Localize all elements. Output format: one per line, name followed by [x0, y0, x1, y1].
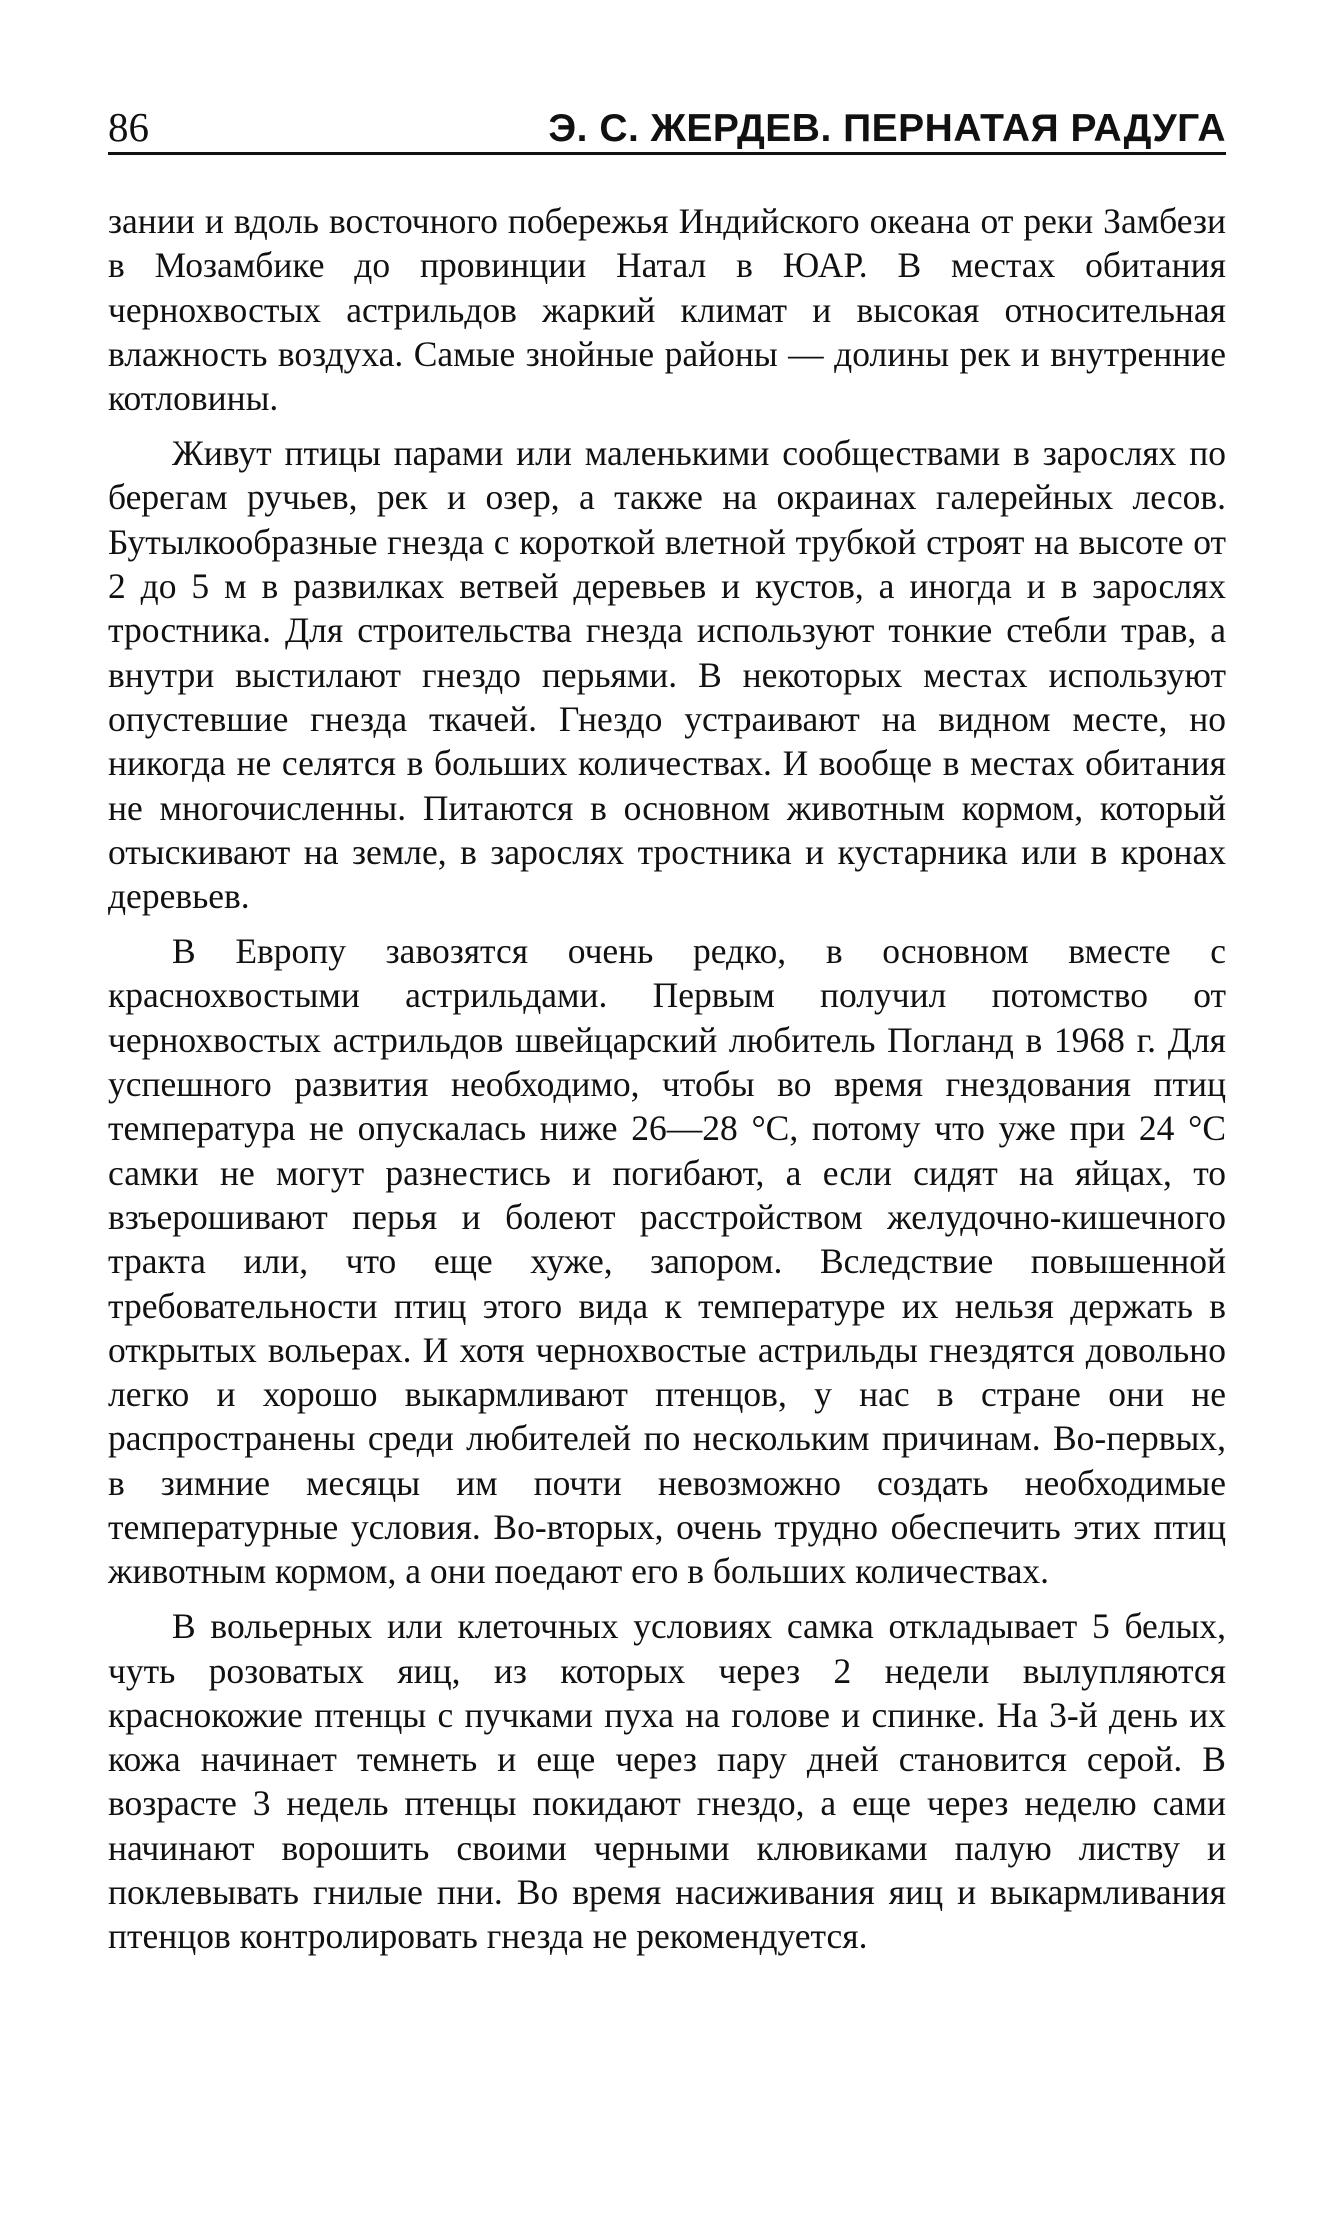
paragraph-breeding: В вольерных или клеточных условиях самка откладывает 5 белых, чуть розоватых яиц, из которых через 2 недели вылупляются краснокожие птенцы с пучками пуха на голове и спинке. На 3-й день их кожа начинает темнеть и еще через пару дней становится серой. В возрасте 3 недель птенцы покидают гнездо, а еще через неделю сами начинают ворошить своими черными клювиками палую листву и поклевывать гнилые пни. Во время насиживания яиц и выкармливания птенцов контролировать гнезда не рекомендуется.: [108, 1606, 1226, 1957]
paragraph-captivity: В Европу завозятся очень редко, в основном вместе с краснохвостыми астрильдами. Первым получил потомство от чернохвостых астрильдов швейцарский любитель Погланд в 1968 г. Для успешного развития необходимо, чтобы во время гнездования птиц температура не опускалась ниже 26—28 °С, потому что уже при 24 °С самки не могут разнестись и погибают, а если сидят на яйцах, то взъерошивают перья и болеют расстройством желудочно-кишечного тракта или, что еще хуже, запором. Вследствие повышенной требовательности птиц этого вида к температуре их нельзя держать в открытых вольерах. И хотя чернохвостые астрильды гнездятся довольно легко и хорошо выкармливают птенцов, у нас в стране они не распространены среди любителей по нескольким причинам. Во-первых, в зимние месяцы им почти невозможно создать необходимые температурные условия. Во-вторых, очень трудно обеспечить этих птиц животным кормом, а они поедают его в больших количествах.: [108, 931, 1226, 1592]
page-header: [108, 92, 1226, 155]
page-number: 86: [108, 104, 149, 150]
body-text: [108, 199, 1226, 1959]
paragraph-continuation: зании и вдоль восточного побережья Индийского океана от реки Замбези в Мозамбике до провинции Натал в ЮАР. В местах обитания чернохвостых астрильдов жаркий климат и высокая относительная влажность воздуха. Самые знойные районы — долины рек и внутренние котловины.: [108, 201, 1226, 419]
book-page: [108, 92, 1226, 1969]
running-title: Э. С. ЖЕРДЕВ. ПЕРНАТАЯ РАДУГА: [548, 107, 1226, 150]
paragraph-habitat: Живут птицы парами или маленькими сообществами в зарослях по берегам ручьев, рек и озер, а также на окраинах галерейных лесов. Бутылкообразные гнезда с короткой влетной трубкой строят на высоте от 2 до 5 м в развилках ветвей деревьев и кустов, а иногда и в зарослях тростника. Для строительства гнезда используют тонкие стебли трав, а внутри выстилают гнездо перьями. В некоторых местах используют опустевшие гнезда ткачей. Гнездо устраивают на видном месте, но никогда не селятся в больших количествах. И вообще в местах обитания не многочисленны. Питаются в основном животным кормом, который отыскивают на земле, в зарослях тростника и кустарника или в кронах деревьев.: [108, 433, 1226, 917]
